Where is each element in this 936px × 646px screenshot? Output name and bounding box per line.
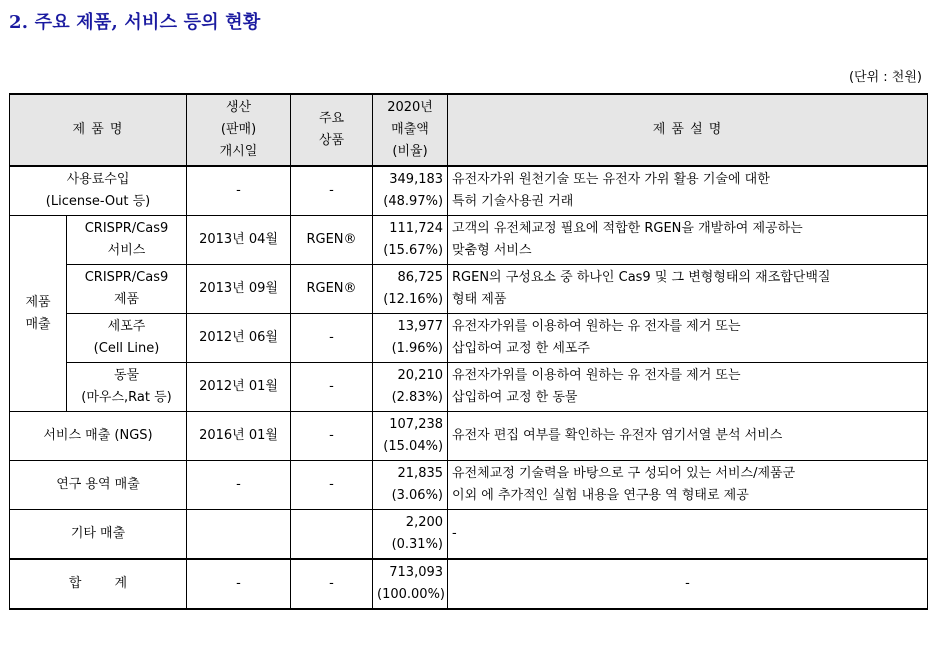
- unit-label: (단위 : 천원): [848, 70, 922, 85]
- row-sales: [373, 314, 448, 363]
- row-product-name: [67, 363, 187, 412]
- total-start-date: -: [187, 559, 291, 609]
- row-main-product: -: [291, 461, 373, 510]
- row-sales: [373, 265, 448, 314]
- sales-amount: 86,725: [397, 270, 444, 285]
- row-product-name: [67, 265, 187, 314]
- row-description: [448, 216, 928, 265]
- total-sales: [373, 559, 448, 609]
- sales-amount: 349,183: [389, 172, 444, 187]
- group-label-line: 제품: [25, 294, 51, 310]
- row-sales: [373, 216, 448, 265]
- row-product-name: 연구 용역 매출: [10, 461, 187, 510]
- description-line: 유전자가위를 이용하여 원하는 유 전자를 제거 또는: [452, 368, 741, 383]
- description-line: 맞춤형 서비스: [452, 243, 532, 258]
- header-description: 제 품 설 명: [448, 94, 928, 166]
- header-sales-line-3: (비율): [392, 144, 428, 159]
- total-label: 합 계: [10, 559, 187, 609]
- description-line: 유전자가위 원천기술 또는 유전자 가위 활용 기술에 대한: [452, 172, 770, 187]
- sales-ratio: (0.31%): [391, 537, 444, 552]
- sales-amount: 20,210: [397, 368, 444, 383]
- total-main-product: -: [291, 559, 373, 609]
- description-line: 유전자가위를 이용하여 원하는 유 전자를 제거 또는: [452, 319, 741, 334]
- product-name-line: 서비스: [107, 243, 146, 258]
- header-start-line-1: 생산: [225, 100, 252, 115]
- total-amount: 713,093: [389, 565, 444, 580]
- group-label-line: 매출: [25, 316, 51, 332]
- header-product-name: 제 품 명: [10, 94, 187, 166]
- product-name-line: (마우스,Rat 등): [81, 390, 172, 405]
- sales-ratio: (3.06%): [391, 488, 444, 503]
- product-name-line: 사용료수입: [66, 172, 130, 187]
- header-sales: [373, 94, 448, 166]
- sales-ratio: (15.04%): [383, 439, 444, 454]
- row-description: 유전자 편집 여부를 확인하는 유전자 염기서열 분석 서비스: [448, 412, 928, 461]
- description-line: 형태 제품: [452, 292, 507, 307]
- product-name-line: 세포주: [107, 319, 146, 334]
- table-row: [10, 314, 928, 363]
- row-main-product: [291, 510, 373, 560]
- table-row: [10, 166, 928, 216]
- header-start-date: [187, 94, 291, 166]
- sales-ratio: (12.16%): [383, 292, 444, 307]
- description-line: 고객의 유전체교정 필요에 적합한 RGEN을 개발하여 제공하는: [452, 221, 803, 236]
- header-main-line-2: 상품: [318, 133, 345, 148]
- table-row: [10, 363, 928, 412]
- sales-amount: 111,724: [389, 221, 444, 236]
- row-description: -: [448, 510, 928, 560]
- row-product-name: [67, 216, 187, 265]
- sales-amount: 13,977: [397, 319, 444, 334]
- table-row: [10, 461, 928, 510]
- row-main-product: -: [291, 363, 373, 412]
- description-line: 삽입하여 교정 한 동물: [452, 390, 578, 405]
- row-product-name: 기타 매출: [10, 510, 187, 560]
- row-description: [448, 363, 928, 412]
- row-main-product: RGEN®: [291, 216, 373, 265]
- row-start-date: 2013년 09월: [187, 265, 291, 314]
- header-start-line-2: (판매): [220, 122, 257, 137]
- row-main-product: -: [291, 412, 373, 461]
- row-product-name: [67, 314, 187, 363]
- sales-ratio: (48.97%): [383, 194, 444, 209]
- row-sales: [373, 412, 448, 461]
- sales-amount: 2,200: [405, 515, 444, 530]
- row-sales: [373, 166, 448, 216]
- row-main-product: RGEN®: [291, 265, 373, 314]
- product-name-line: CRISPR/Cas9: [84, 221, 169, 236]
- description-line: 유전체교정 기술력을 바탕으로 구 성되어 있는 서비스/제품군: [452, 466, 796, 481]
- sales-amount: 21,835: [397, 466, 444, 481]
- row-start-date: -: [187, 461, 291, 510]
- header-start-line-3: 개시일: [219, 144, 258, 159]
- header-main-line-1: 주요: [318, 111, 345, 126]
- total-row: [10, 559, 928, 609]
- header-sales-line-2: 매출액: [391, 122, 429, 137]
- row-sales: [373, 510, 448, 560]
- row-start-date: 2012년 01월: [187, 363, 291, 412]
- row-start-date: [187, 510, 291, 560]
- description-line: RGEN의 구성요소 중 하나인 Cas9 및 그 변형형태의 재조합단백질: [452, 270, 831, 285]
- row-main-product: -: [291, 166, 373, 216]
- table-header-row: [10, 94, 928, 166]
- group-product-sales: [10, 216, 67, 412]
- row-description: [448, 265, 928, 314]
- description-line: 특허 기술사용권 거래: [452, 194, 574, 209]
- row-description: [448, 461, 928, 510]
- row-start-date: 2012년 06월: [187, 314, 291, 363]
- header-main-product: [291, 94, 373, 166]
- total-description: -: [448, 559, 928, 609]
- product-name-line: 동물: [113, 368, 140, 383]
- table-row: [10, 265, 928, 314]
- product-name-line: (Cell Line): [93, 341, 160, 356]
- row-start-date: -: [187, 166, 291, 216]
- row-description: [448, 166, 928, 216]
- sales-ratio: (1.96%): [391, 341, 444, 356]
- sales-amount: 107,238: [389, 417, 444, 432]
- product-table: [9, 93, 928, 610]
- description-line: 삽입하여 교정 한 세포주: [452, 341, 590, 356]
- product-name-line: 제품: [113, 292, 140, 307]
- product-name-line: (License-Out 등): [45, 194, 151, 209]
- row-sales: [373, 461, 448, 510]
- product-name-line: CRISPR/Cas9: [84, 270, 169, 285]
- row-product-name: 서비스 매출 (NGS): [10, 412, 187, 461]
- row-main-product: -: [291, 314, 373, 363]
- table-row: [10, 412, 928, 461]
- table-row: [10, 510, 928, 560]
- total-ratio: (100.00%): [377, 587, 445, 602]
- sales-ratio: (2.83%): [391, 390, 444, 405]
- row-start-date: 2016년 01월: [187, 412, 291, 461]
- table-row: [10, 216, 928, 265]
- row-product-name: [10, 166, 187, 216]
- section-title: 2. 주요 제품, 서비스 등의 현황: [9, 12, 261, 33]
- sales-ratio: (15.67%): [383, 243, 444, 258]
- row-sales: [373, 363, 448, 412]
- row-description: [448, 314, 928, 363]
- header-sales-line-1: 2020년: [387, 100, 433, 115]
- row-start-date: 2013년 04월: [187, 216, 291, 265]
- description-line: 이외 에 추가적인 실험 내용을 연구용 역 형태로 제공: [452, 488, 749, 503]
